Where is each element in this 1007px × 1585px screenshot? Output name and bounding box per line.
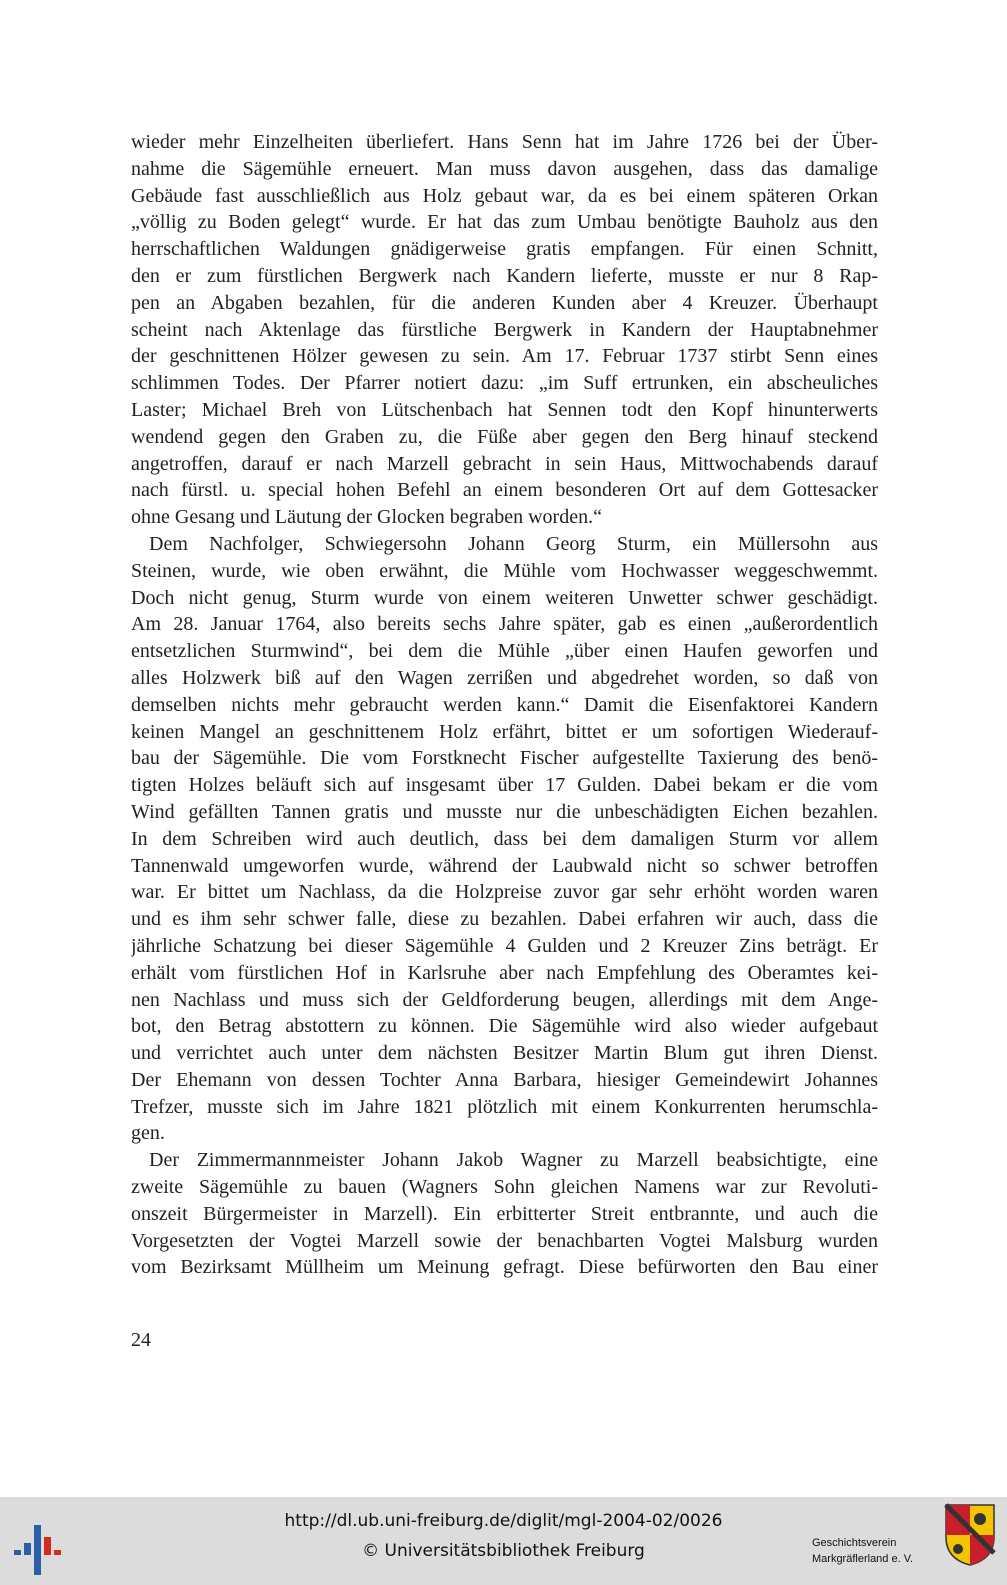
text-line: Vorgesetzten der Vogtei Marzell sowie der benachbarten Vogtei Malsburg wurden <box>131 1229 878 1252</box>
text-line: Am 28. Januar 1764, also bereits sechs Jahre später, gab es einen „außerordentlich <box>131 613 878 636</box>
text-line: herrschaftlichen Waldungen gnädigerweise gratis empfangen. Für einen Schnitt, <box>131 238 878 261</box>
text-line-paragraph-start: Der Zimmermannmeister Johann Jakob Wagner zu Marzell beabsichtigte, eine <box>149 1149 878 1172</box>
text-line: alles Holzwerk biß auf den Wagen zerrißen und abgedrehet worden, so daß von <box>131 666 878 689</box>
text-line: schlimmen Todes. Der Pfarrer notiert dazu: „im Suff ertrunken, ein abscheuliches <box>131 372 878 395</box>
page-body-text <box>131 129 878 1281</box>
text-line: Doch nicht genug, Sturm wurde von einem weiteren Unwetter schwer geschädigt. <box>131 586 878 609</box>
footer-society-name <box>812 1535 913 1567</box>
text-line: und es ihm sehr schwer falle, diese zu bezahlen. Dabei erfahren wir auch, dass die <box>131 908 878 931</box>
text-line: erhält vom fürstlichen Hof in Karlsruhe aber nach Empfehlung des Oberamtes kei- <box>131 961 878 984</box>
text-line: nen Nachlass und muss sich der Geldforderung beugen, allerdings mit dem Ange- <box>131 988 878 1011</box>
text-line: Der Ehemann von dessen Tochter Anna Barbara, hiesiger Gemeindewirt Johannes <box>131 1068 878 1091</box>
text-line: Wind gefällten Tannen gratis und musste nur die unbeschädigten Eichen bezahlen. <box>131 800 878 823</box>
text-line: und verrichtet auch unter dem nächsten Besitzer Martin Blum gut ihren Dienst. <box>131 1042 878 1065</box>
text-line: den er zum fürstlichen Bergwerk nach Kandern lieferte, musste er nur 8 Rap- <box>131 264 878 287</box>
footer-bar <box>0 1497 1007 1585</box>
text-line: entsetzlichen Sturmwind“, bei dem die Mühle „über einen Haufen geworfen und <box>131 640 878 663</box>
text-line: ohne Gesang und Läutung der Glocken begraben worden.“ <box>131 506 602 529</box>
text-line: keinen Mangel an geschnittenem Holz erfährt, bittet er um sofortigen Wiederauf- <box>131 720 878 743</box>
text-line: bau der Sägemühle. Die vom Forstknecht Fischer aufgestellte Taxierung des benö- <box>131 747 878 770</box>
text-line: gen. <box>131 1122 165 1145</box>
text-line: nach fürstl. u. special hohen Befehl an einem besonderen Ort auf dem Gottesacker <box>131 479 878 502</box>
text-line: Steinen, wurde, wie oben erwähnt, die Mühle vom Hochwasser weggeschwemmt. <box>131 559 878 582</box>
text-line: scheint nach Aktenlage das fürstliche Bergwerk in Kandern der Hauptabnehmer <box>131 318 878 341</box>
page-number: 24 <box>131 1329 151 1351</box>
text-line: In dem Schreiben wird auch deutlich, dass bei dem damaligen Sturm vor allem <box>131 827 878 850</box>
text-line: angetroffen, darauf er nach Marzell gebracht in sein Haus, Mittwochabends darauf <box>131 452 878 475</box>
text-line: demselben nichts mehr gebraucht werden kann.“ Damit die Eisenfaktorei Kandern <box>131 693 878 716</box>
text-line: vom Bezirksamt Müllheim um Meinung gefragt. Diese befürworten den Bau einer <box>131 1256 878 1279</box>
text-line: tigten Holzes beläuft sich auf insgesamt über 17 Gulden. Dabei bekam er die vom <box>131 774 878 797</box>
text-line: der geschnittenen Hölzer gewesen zu sein. Am 17. Februar 1737 stirbt Senn eines <box>131 345 878 368</box>
text-line: Laster; Michael Breh von Lütschenbach hat Sennen todt den Kopf hinunterwerts <box>131 398 878 421</box>
footer-url-link[interactable]: http://dl.ub.uni-freiburg.de/diglit/mgl-2004-02/0026 <box>284 1511 723 1531</box>
society-line-2: Markgräflerland e. V. <box>812 1553 914 1565</box>
text-line: Trefzer, musste sich im Jahre 1821 plötzlich mit einem Konkurrenten herumschla- <box>131 1095 878 1118</box>
text-line: jährliche Schatzung bei dieser Sägemühle 4 Gulden und 2 Kreuzer Zins beträgt. Er <box>131 934 878 957</box>
text-line-paragraph-start: Dem Nachfolger, Schwiegersohn Johann Georg Sturm, ein Müllersohn aus <box>149 532 878 555</box>
text-line: pen an Abgaben bezahlen, für die anderen Kunden aber 4 Kreuzer. Überhaupt <box>131 291 878 314</box>
text-line: wieder mehr Einzelheiten überliefert. Hans Senn hat im Jahre 1726 bei der Über- <box>131 131 878 153</box>
text-line: war. Er bittet um Nachlass, da die Holzpreise zuvor gar sehr erhöht worden waren <box>131 881 878 904</box>
text-line: zweite Sägemühle zu bauen (Wagners Sohn gleichen Namens war zur Revoluti- <box>131 1176 878 1199</box>
text-line: onszeit Bürgermeister in Marzell). Ein erbitterter Streit entbrannte, und auch die <box>131 1202 878 1225</box>
text-line: Gebäude fast ausschließlich aus Holz gebaut war, da es bei einem späteren Orkan <box>131 184 878 207</box>
markgraeflerland-coat-of-arms-icon <box>944 1503 996 1567</box>
text-line: „völlig zu Boden gelegt“ wurde. Er hat das zum Umbau benötigte Bauholz aus den <box>131 211 878 234</box>
text-line: wendend gegen den Graben zu, die Füße aber gegen den Berg hinauf steckend <box>131 425 878 448</box>
text-line: Tannenwald umgeworfen wurde, während der Laubwald nicht so schwer betroffen <box>131 854 878 877</box>
footer-copyright: © Universitätsbibliothek Freiburg <box>362 1541 645 1561</box>
text-line: bot, den Betrag abstottern zu können. Die Sägemühle wird also wieder aufgebaut <box>131 1015 878 1038</box>
society-line-1: Geschichtsverein <box>812 1537 897 1549</box>
text-line: nahme die Sägemühle erneuert. Man muss davon ausgehen, dass das damalige <box>131 157 878 180</box>
